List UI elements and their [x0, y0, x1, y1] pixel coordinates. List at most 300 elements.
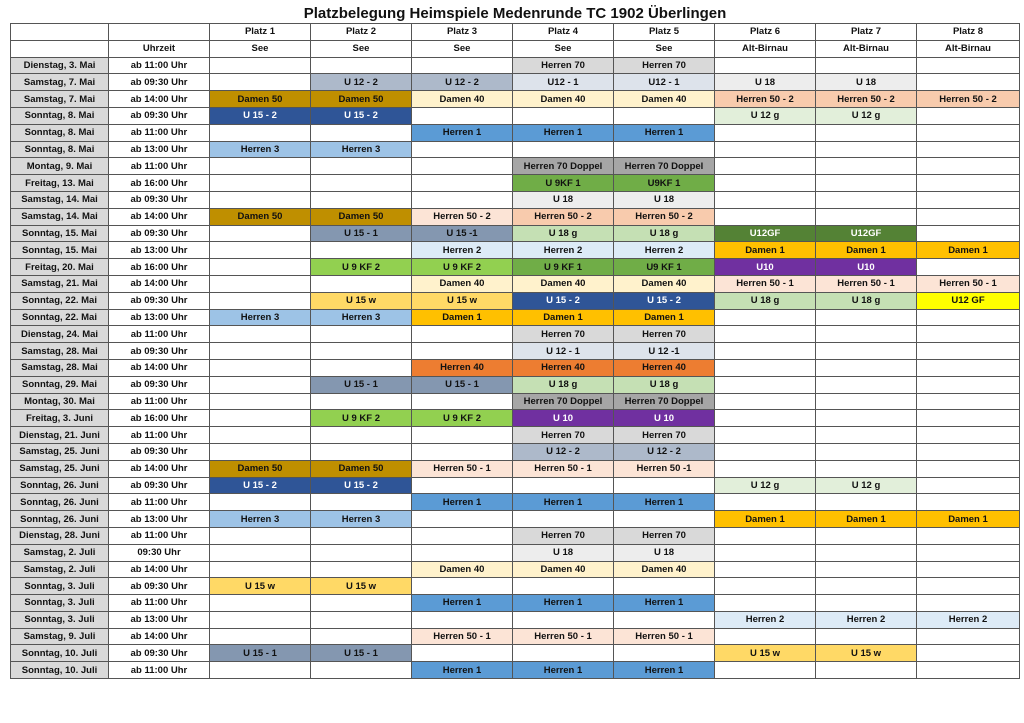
date-cell: Sonntag, 22. Mai — [11, 292, 109, 309]
court-cell: U 15 - 1 — [311, 225, 412, 242]
court-cell — [614, 141, 715, 158]
court-cell: Damen 1 — [917, 511, 1020, 528]
court-cell — [715, 141, 816, 158]
court-cell — [917, 443, 1020, 460]
court-cell — [816, 359, 917, 376]
court-cell — [210, 628, 311, 645]
court-cell — [816, 662, 917, 679]
time-cell: ab 16:00 Uhr — [109, 175, 210, 192]
court-cell — [816, 494, 917, 511]
court-cell: U10 — [816, 259, 917, 276]
court-cell — [311, 359, 412, 376]
court-cell: U 15 w — [311, 578, 412, 595]
court-cell: Herren 50 - 1 — [816, 275, 917, 292]
court-cell — [513, 107, 614, 124]
court-cell — [816, 376, 917, 393]
time-cell: ab 11:00 Uhr — [109, 494, 210, 511]
court-cell: U 9 KF 2 — [311, 259, 412, 276]
table-row — [11, 259, 1020, 276]
court-cell — [816, 208, 917, 225]
court-cell — [412, 326, 513, 343]
table-row — [11, 309, 1020, 326]
court-cell: U 18 g — [614, 376, 715, 393]
header-platz-7: Platz 7 — [816, 24, 917, 41]
court-cell — [614, 645, 715, 662]
court-cell: U 18 g — [513, 376, 614, 393]
table-row — [11, 275, 1020, 292]
court-cell — [210, 74, 311, 91]
court-cell — [311, 527, 412, 544]
court-cell — [816, 578, 917, 595]
court-cell — [210, 225, 311, 242]
court-cell — [715, 628, 816, 645]
header-platz-1: Platz 1 — [210, 24, 311, 41]
court-cell: Damen 40 — [513, 561, 614, 578]
court-cell — [311, 124, 412, 141]
court-cell: U 15 w — [210, 578, 311, 595]
time-cell: ab 16:00 Uhr — [109, 259, 210, 276]
court-cell: U 12 - 2 — [311, 74, 412, 91]
time-cell: ab 14:00 Uhr — [109, 91, 210, 108]
court-cell: Damen 1 — [513, 309, 614, 326]
date-cell: Sonntag, 29. Mai — [11, 376, 109, 393]
court-cell — [210, 544, 311, 561]
court-cell — [917, 343, 1020, 360]
court-cell: U 9 KF 2 — [412, 410, 513, 427]
date-cell: Freitag, 20. Mai — [11, 259, 109, 276]
table-row — [11, 74, 1020, 91]
table-row — [11, 225, 1020, 242]
date-cell: Sonntag, 8. Mai — [11, 107, 109, 124]
court-cell: Herren 50 - 2 — [917, 91, 1020, 108]
court-cell: U 15 - 2 — [210, 477, 311, 494]
court-cell — [816, 527, 917, 544]
court-cell: Herren 50 - 2 — [614, 208, 715, 225]
court-cell: Herren 50 - 1 — [513, 628, 614, 645]
court-cell — [917, 460, 1020, 477]
table-row — [11, 410, 1020, 427]
court-cell — [311, 595, 412, 612]
court-cell: U 15 - 2 — [311, 107, 412, 124]
time-cell: ab 11:00 Uhr — [109, 662, 210, 679]
time-cell: ab 09:30 Uhr — [109, 107, 210, 124]
court-cell: Herren 2 — [917, 611, 1020, 628]
header-platz-4: Platz 4 — [513, 24, 614, 41]
court-cell: U 12 g — [715, 107, 816, 124]
table-row — [11, 158, 1020, 175]
date-cell: Sonntag, 8. Mai — [11, 141, 109, 158]
table-row — [11, 191, 1020, 208]
court-cell: Herren 50 - 2 — [412, 208, 513, 225]
date-cell: Samstag, 7. Mai — [11, 91, 109, 108]
date-cell: Dienstag, 21. Juni — [11, 427, 109, 444]
court-cell: Damen 1 — [614, 309, 715, 326]
court-cell — [816, 595, 917, 612]
time-cell: ab 09:30 Uhr — [109, 225, 210, 242]
court-cell: Herren 1 — [412, 595, 513, 612]
court-cell: U10 — [715, 259, 816, 276]
date-cell: Sonntag, 10. Juli — [11, 645, 109, 662]
court-cell: Herren 3 — [210, 141, 311, 158]
date-cell: Sonntag, 3. Juli — [11, 578, 109, 595]
time-cell: ab 09:30 Uhr — [109, 645, 210, 662]
date-cell: Montag, 30. Mai — [11, 393, 109, 410]
time-cell: ab 16:00 Uhr — [109, 410, 210, 427]
court-cell: U12 - 1 — [614, 74, 715, 91]
court-cell: Herren 1 — [513, 595, 614, 612]
court-cell — [917, 225, 1020, 242]
court-cell: Damen 1 — [412, 309, 513, 326]
court-cell — [715, 410, 816, 427]
court-cell — [311, 393, 412, 410]
time-cell: ab 13:00 Uhr — [109, 242, 210, 259]
date-cell: Samstag, 25. Juni — [11, 460, 109, 477]
court-cell: U 18 — [614, 191, 715, 208]
court-cell — [917, 645, 1020, 662]
court-cell: Damen 40 — [513, 91, 614, 108]
court-cell — [816, 410, 917, 427]
court-cell: Herren 50 -1 — [614, 460, 715, 477]
court-cell — [311, 628, 412, 645]
table-row — [11, 141, 1020, 158]
court-cell: Herren 1 — [513, 494, 614, 511]
court-cell — [917, 309, 1020, 326]
date-cell: Samstag, 25. Juni — [11, 443, 109, 460]
header-platz-5: Platz 5 — [614, 24, 715, 41]
court-cell — [917, 544, 1020, 561]
court-cell — [210, 561, 311, 578]
table-row — [11, 343, 1020, 360]
header-ort-2: See — [311, 40, 412, 57]
header-ort-8: Alt-Birnau — [917, 40, 1020, 57]
header-platz-3: Platz 3 — [412, 24, 513, 41]
time-cell: ab 13:00 Uhr — [109, 611, 210, 628]
table-row — [11, 645, 1020, 662]
court-cell — [816, 544, 917, 561]
header-empty-cell — [11, 40, 109, 57]
court-cell: U9KF 1 — [614, 175, 715, 192]
court-cell: Damen 50 — [210, 460, 311, 477]
time-cell: ab 09:30 Uhr — [109, 443, 210, 460]
court-cell: U 15 - 1 — [210, 645, 311, 662]
time-cell: ab 09:30 Uhr — [109, 191, 210, 208]
date-cell: Dienstag, 28. Juni — [11, 527, 109, 544]
court-cell: U9 KF 1 — [614, 259, 715, 276]
time-cell: 09:30 Uhr — [109, 544, 210, 561]
court-cell: Herren 70 — [614, 427, 715, 444]
header-ort-7: Alt-Birnau — [816, 40, 917, 57]
court-cell: U 15 - 1 — [311, 376, 412, 393]
court-cell — [210, 259, 311, 276]
court-cell: U 12 - 1 — [513, 343, 614, 360]
court-cell — [614, 511, 715, 528]
court-cell — [210, 292, 311, 309]
court-cell — [816, 141, 917, 158]
court-cell — [311, 158, 412, 175]
court-cell — [917, 662, 1020, 679]
court-cell — [917, 107, 1020, 124]
court-cell — [715, 544, 816, 561]
date-cell: Samstag, 2. Juli — [11, 561, 109, 578]
court-cell — [412, 393, 513, 410]
court-cell — [513, 645, 614, 662]
court-cell — [412, 544, 513, 561]
court-cell: Herren 1 — [614, 662, 715, 679]
court-cell — [917, 259, 1020, 276]
table-row — [11, 393, 1020, 410]
court-cell — [917, 141, 1020, 158]
court-cell: Herren 2 — [513, 242, 614, 259]
court-cell: Damen 1 — [816, 511, 917, 528]
court-cell: U 18 — [816, 74, 917, 91]
court-cell — [917, 494, 1020, 511]
header-ort-6: Alt-Birnau — [715, 40, 816, 57]
time-cell: ab 09:30 Uhr — [109, 343, 210, 360]
time-cell: ab 11:00 Uhr — [109, 595, 210, 612]
court-cell: U 10 — [513, 410, 614, 427]
header-ort-4: See — [513, 40, 614, 57]
court-cell: U 15 - 2 — [513, 292, 614, 309]
court-cell — [513, 477, 614, 494]
time-cell: ab 11:00 Uhr — [109, 326, 210, 343]
court-cell: Herren 1 — [513, 124, 614, 141]
court-cell: Herren 70 Doppel — [614, 158, 715, 175]
header-uhrzeit: Uhrzeit — [109, 40, 210, 57]
table-row — [11, 175, 1020, 192]
page-title: Platzbelegung Heimspiele Medenrunde TC 1902 Überlingen — [303, 5, 727, 22]
court-cell — [917, 578, 1020, 595]
court-cell — [210, 275, 311, 292]
table-row — [11, 208, 1020, 225]
court-cell: U 12 g — [715, 477, 816, 494]
court-cell — [715, 326, 816, 343]
court-cell — [816, 393, 917, 410]
court-cell — [210, 158, 311, 175]
court-cell: U 15 - 1 — [311, 645, 412, 662]
court-cell: Herren 50 - 1 — [412, 628, 513, 645]
court-cell: Herren 70 Doppel — [513, 158, 614, 175]
court-cell — [311, 443, 412, 460]
court-cell: U 12 - 2 — [614, 443, 715, 460]
court-cell: U 12 - 2 — [412, 74, 513, 91]
court-cell: Damen 50 — [311, 208, 412, 225]
court-cell — [917, 376, 1020, 393]
time-cell: ab 11:00 Uhr — [109, 427, 210, 444]
table-row — [11, 326, 1020, 343]
court-cell — [311, 57, 412, 74]
date-cell: Sonntag, 3. Juli — [11, 611, 109, 628]
court-cell: U 15 w — [412, 292, 513, 309]
court-cell — [917, 326, 1020, 343]
court-cell — [816, 427, 917, 444]
header-platz-2: Platz 2 — [311, 24, 412, 41]
court-cell: U 18 g — [513, 225, 614, 242]
court-cell: Herren 50 - 2 — [513, 208, 614, 225]
court-cell: U12GF — [715, 225, 816, 242]
court-cell — [715, 393, 816, 410]
schedule-table — [10, 23, 1020, 679]
table-row — [11, 242, 1020, 259]
court-cell: Herren 70 — [614, 527, 715, 544]
table-row — [11, 611, 1020, 628]
court-cell — [513, 511, 614, 528]
court-cell: Herren 50 - 1 — [614, 628, 715, 645]
court-cell — [715, 443, 816, 460]
date-cell: Samstag, 2. Juli — [11, 544, 109, 561]
date-cell: Sonntag, 26. Juni — [11, 511, 109, 528]
time-cell: ab 11:00 Uhr — [109, 124, 210, 141]
court-cell — [311, 275, 412, 292]
court-cell: Damen 1 — [816, 242, 917, 259]
court-cell — [816, 175, 917, 192]
court-cell: U12GF — [816, 225, 917, 242]
court-cell: Damen 40 — [412, 91, 513, 108]
header-empty-cell — [109, 24, 210, 41]
court-cell — [210, 191, 311, 208]
table-row — [11, 662, 1020, 679]
date-cell: Sonntag, 15. Mai — [11, 225, 109, 242]
header-ort-1: See — [210, 40, 311, 57]
date-cell: Sonntag, 10. Juli — [11, 662, 109, 679]
court-cell — [412, 191, 513, 208]
court-cell: Herren 70 — [513, 427, 614, 444]
court-cell: Herren 1 — [412, 494, 513, 511]
court-cell — [412, 427, 513, 444]
table-row — [11, 91, 1020, 108]
time-cell: ab 11:00 Uhr — [109, 527, 210, 544]
time-cell: ab 13:00 Uhr — [109, 309, 210, 326]
court-cell: Damen 40 — [412, 275, 513, 292]
court-cell — [412, 158, 513, 175]
court-cell: Herren 70 — [513, 527, 614, 544]
header-row-ort — [11, 40, 1020, 57]
court-cell: U 15 w — [715, 645, 816, 662]
court-cell — [412, 57, 513, 74]
header-platz-6: Platz 6 — [715, 24, 816, 41]
table-row — [11, 443, 1020, 460]
time-cell: ab 11:00 Uhr — [109, 393, 210, 410]
court-cell — [210, 376, 311, 393]
court-cell — [917, 628, 1020, 645]
court-cell — [715, 158, 816, 175]
court-cell — [614, 578, 715, 595]
date-cell: Samstag, 14. Mai — [11, 191, 109, 208]
court-cell — [412, 578, 513, 595]
court-cell — [311, 544, 412, 561]
court-cell — [917, 527, 1020, 544]
court-cell — [917, 158, 1020, 175]
court-cell — [715, 494, 816, 511]
court-cell — [210, 242, 311, 259]
court-cell — [715, 460, 816, 477]
court-cell: Herren 3 — [311, 309, 412, 326]
court-cell: Herren 70 — [614, 57, 715, 74]
court-cell: Herren 70 — [513, 57, 614, 74]
date-cell: Samstag, 28. Mai — [11, 343, 109, 360]
court-cell: U 18 g — [816, 292, 917, 309]
court-cell: Damen 1 — [917, 242, 1020, 259]
time-cell: ab 09:30 Uhr — [109, 292, 210, 309]
court-cell — [917, 124, 1020, 141]
court-cell: Herren 50 - 2 — [816, 91, 917, 108]
court-cell — [210, 595, 311, 612]
court-cell: Herren 50 - 2 — [715, 91, 816, 108]
court-cell: Herren 70 — [614, 326, 715, 343]
date-cell: Sonntag, 8. Mai — [11, 124, 109, 141]
court-cell: U12 - 1 — [513, 74, 614, 91]
table-row — [11, 107, 1020, 124]
date-cell: Sonntag, 26. Juni — [11, 477, 109, 494]
date-cell: Dienstag, 3. Mai — [11, 57, 109, 74]
court-cell: Herren 1 — [614, 494, 715, 511]
court-cell — [311, 494, 412, 511]
time-cell: ab 11:00 Uhr — [109, 158, 210, 175]
table-row — [11, 544, 1020, 561]
court-cell — [715, 124, 816, 141]
time-cell: ab 14:00 Uhr — [109, 275, 210, 292]
court-cell — [816, 309, 917, 326]
court-cell — [412, 141, 513, 158]
court-cell — [210, 326, 311, 343]
court-cell: Damen 40 — [614, 561, 715, 578]
court-cell — [917, 175, 1020, 192]
court-cell — [715, 57, 816, 74]
court-cell: U 12 g — [816, 477, 917, 494]
court-cell — [210, 175, 311, 192]
court-cell: U 9 KF 1 — [513, 259, 614, 276]
court-cell: U 15 w — [311, 292, 412, 309]
table-row — [11, 359, 1020, 376]
court-cell: Damen 1 — [715, 511, 816, 528]
court-cell — [715, 595, 816, 612]
court-cell — [715, 662, 816, 679]
court-cell — [715, 175, 816, 192]
court-cell — [513, 611, 614, 628]
table-row — [11, 376, 1020, 393]
date-cell: Samstag, 28. Mai — [11, 359, 109, 376]
table-row — [11, 477, 1020, 494]
court-cell — [816, 628, 917, 645]
header-row-platz — [11, 24, 1020, 41]
court-cell — [311, 326, 412, 343]
court-cell — [210, 662, 311, 679]
court-cell — [917, 74, 1020, 91]
court-cell — [412, 107, 513, 124]
time-cell: ab 14:00 Uhr — [109, 208, 210, 225]
court-cell — [917, 191, 1020, 208]
court-cell: U 18 — [513, 544, 614, 561]
court-cell — [210, 393, 311, 410]
court-cell — [614, 477, 715, 494]
time-cell: ab 14:00 Uhr — [109, 628, 210, 645]
court-cell: Damen 40 — [412, 561, 513, 578]
court-cell — [412, 645, 513, 662]
date-cell: Freitag, 13. Mai — [11, 175, 109, 192]
header-ort-3: See — [412, 40, 513, 57]
court-cell — [917, 427, 1020, 444]
court-cell: U 9KF 1 — [513, 175, 614, 192]
date-cell: Freitag, 3. Juni — [11, 410, 109, 427]
court-cell — [210, 124, 311, 141]
court-cell: Damen 40 — [614, 275, 715, 292]
table-row — [11, 561, 1020, 578]
court-cell — [816, 460, 917, 477]
court-cell — [715, 376, 816, 393]
court-cell — [210, 427, 311, 444]
court-cell — [816, 561, 917, 578]
date-cell: Dienstag, 24. Mai — [11, 326, 109, 343]
court-cell — [816, 124, 917, 141]
